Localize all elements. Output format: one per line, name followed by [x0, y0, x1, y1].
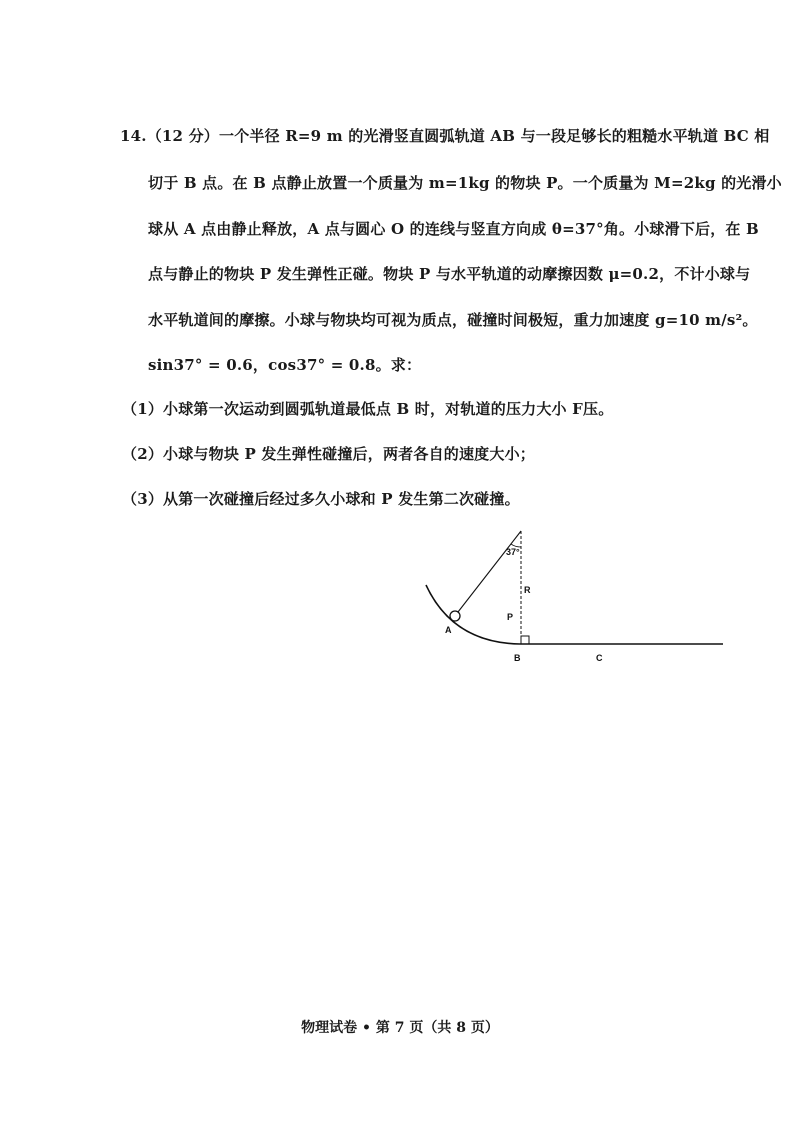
page-footer: 物理试卷 • 第 7 页（共 8 页）	[301, 1020, 499, 1036]
problem-line-1: 14.（12 分）一个半径 R=9 m 的光滑竖直圆弧轨道 AB 与一段足够长的粗糙水平轨道 BC 相	[120, 127, 770, 145]
question-3: （3）从第一次碰撞后经过多久小球和 P 发生第二次碰撞。	[122, 490, 520, 508]
right-angle-marker	[521, 636, 529, 644]
point-a-label: A	[445, 625, 452, 635]
problem-line-3: 球从 A 点由静止释放，A 点与圆心 O 的连线与竖直方向成 θ=37°角。小球滑下后，在 B	[148, 220, 759, 238]
arc-track	[426, 585, 520, 644]
problem-line-6: sin37° = 0.6，cos37° = 0.8。求：	[148, 356, 422, 374]
question-1: （1）小球第一次运动到圆弧轨道最低点 B 时，对轨道的压力大小 F压。	[122, 400, 614, 418]
block-label: P	[507, 612, 514, 622]
ball-a	[450, 611, 460, 621]
radius-line-oa	[458, 531, 521, 612]
track-diagram	[418, 525, 728, 670]
point-b-label: B	[514, 653, 521, 663]
problem-line-4: 点与静止的物块 P 发生弹性正碰。物块 P 与水平轨道的动摩擦因数 μ=0.2，不计小球与	[148, 265, 751, 283]
question-2: （2）小球与物块 P 发生弹性碰撞后，两者各自的速度大小；	[122, 445, 535, 463]
problem-line-2: 切于 B 点。在 B 点静止放置一个质量为 m=1kg 的物块 P。一个质量为 M=2kg 的光滑小	[148, 174, 782, 192]
point-c-label: C	[596, 653, 603, 663]
problem-line-5: 水平轨道间的摩擦。小球与物块均可视为质点，碰撞时间极短，重力加速度 g=10 m/s²。	[148, 311, 758, 329]
angle-label: 37°	[506, 547, 520, 557]
radius-label: R	[524, 585, 531, 595]
